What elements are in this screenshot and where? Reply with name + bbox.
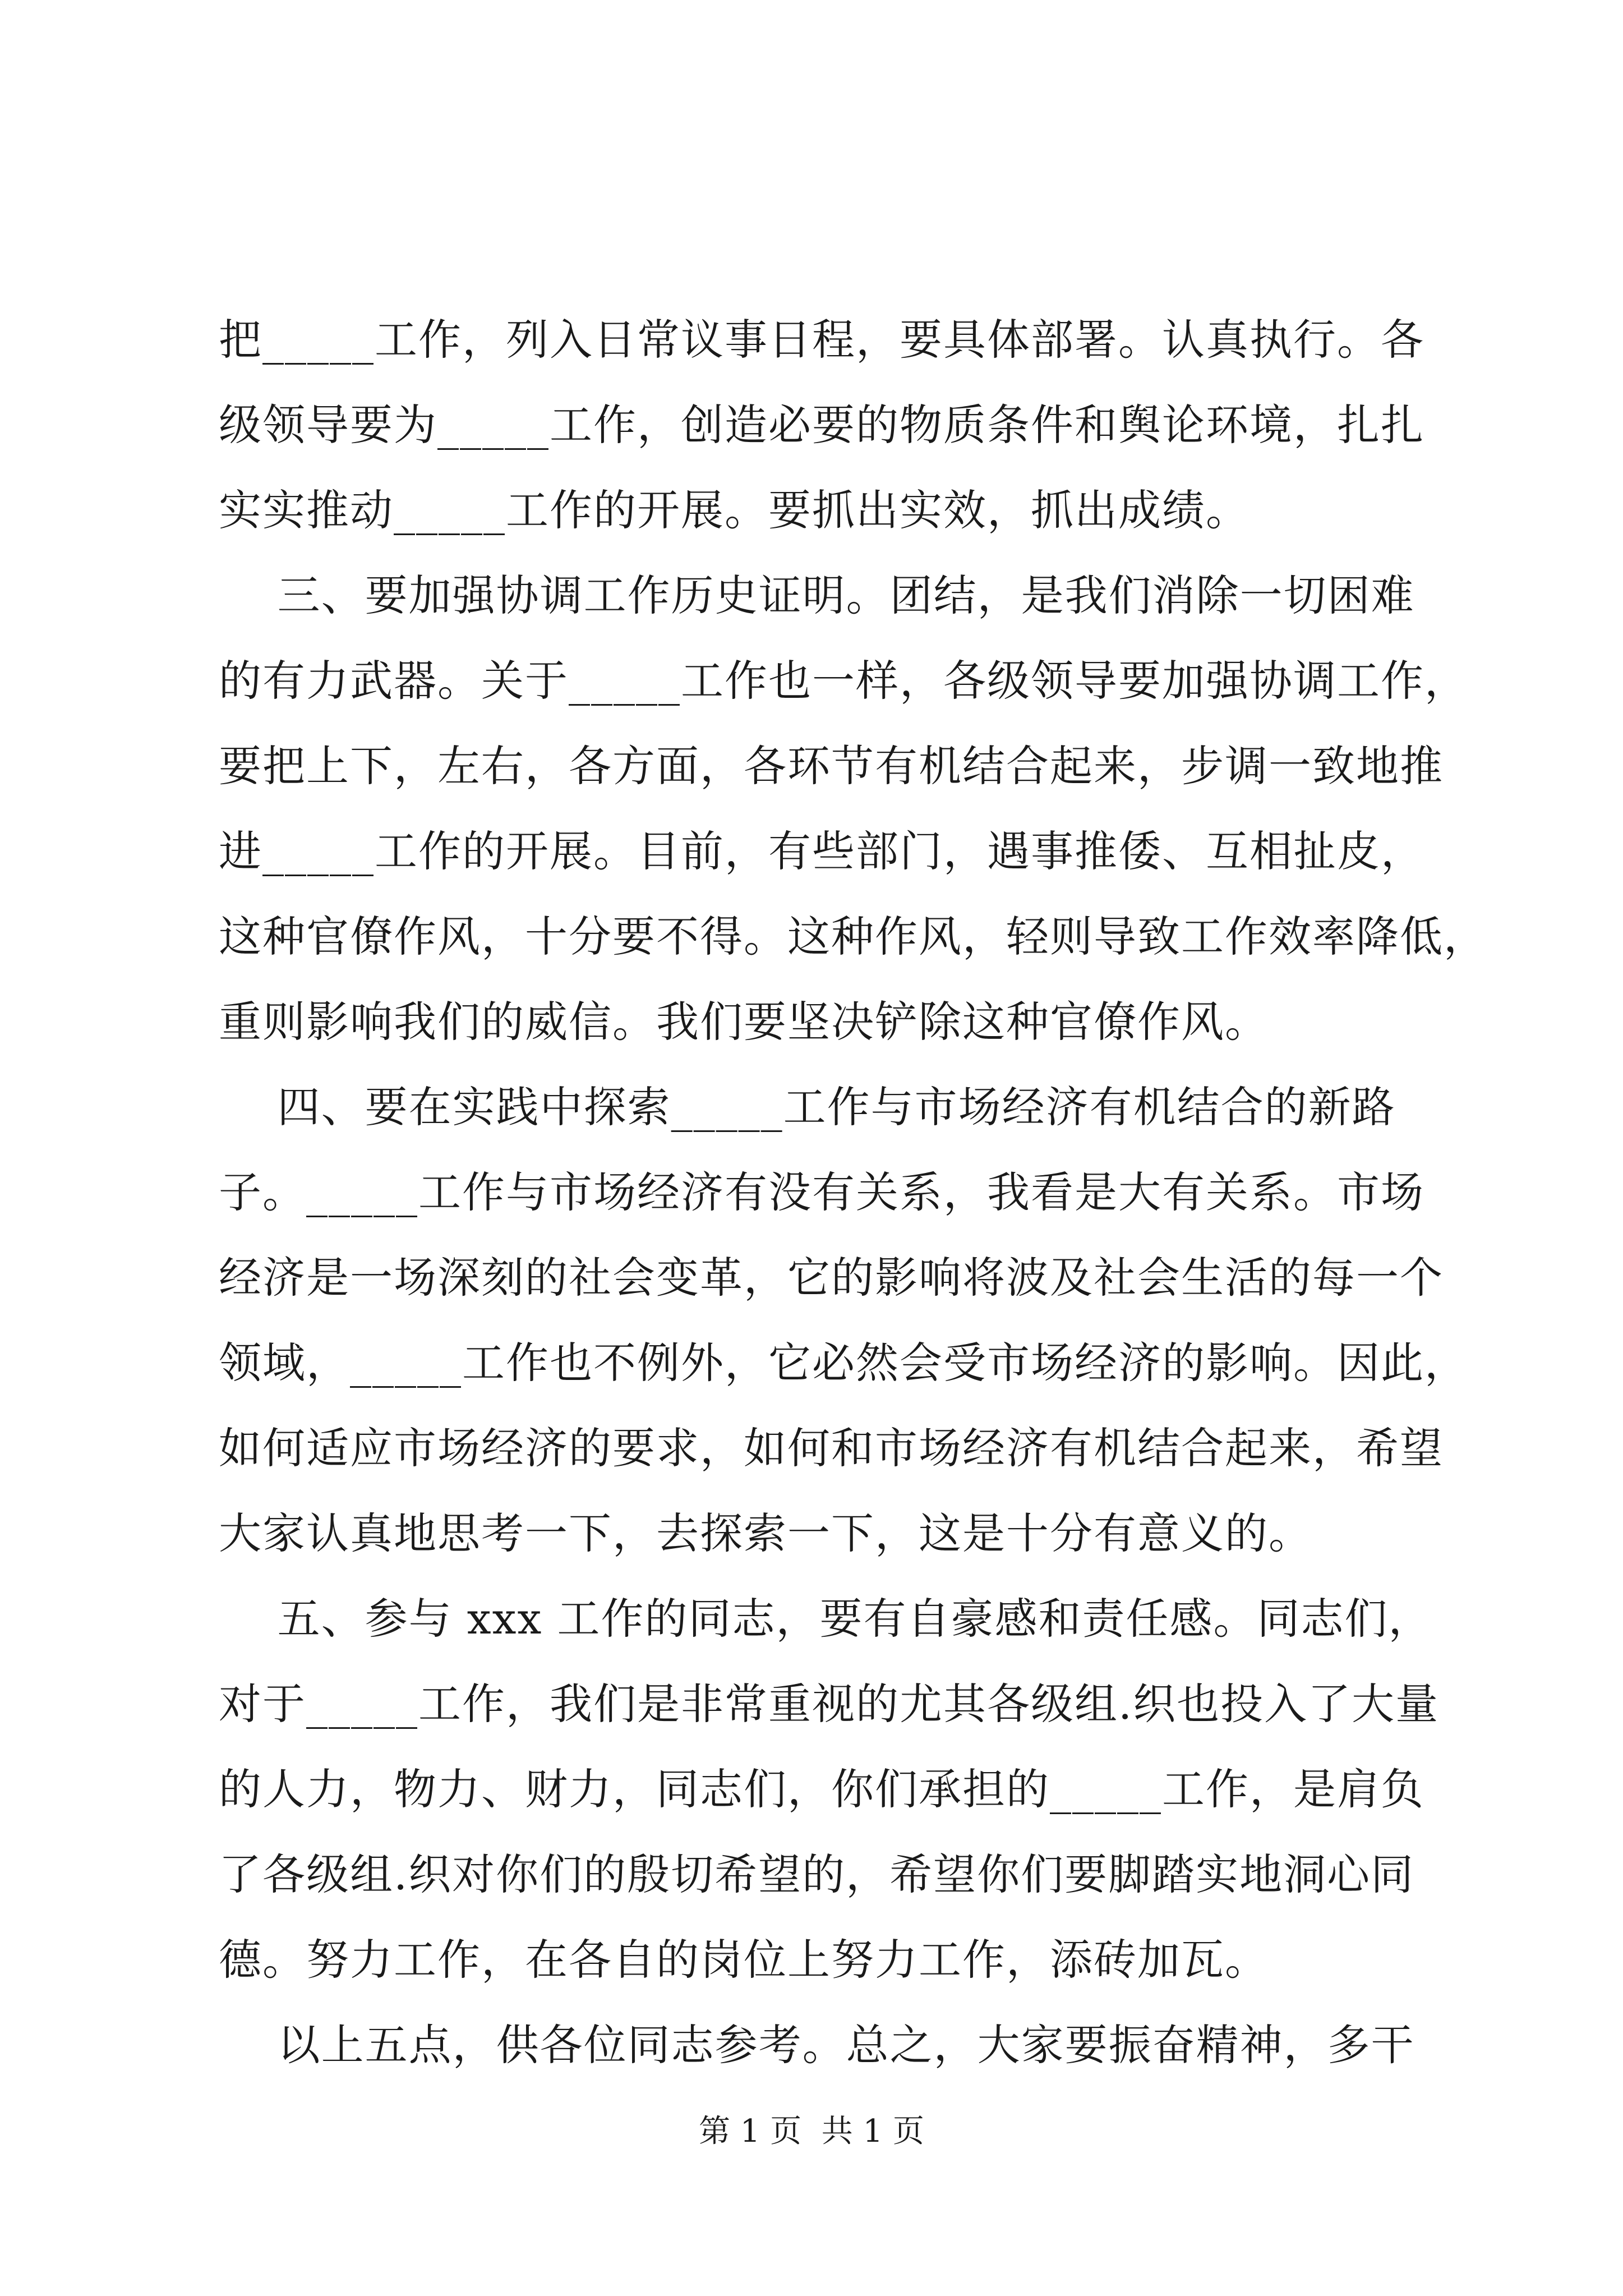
text-line: 级领导要为_____工作，创造必要的物质条件和舆论环境，扎扎 <box>219 400 1424 450</box>
text-line: 对于_____工作，我们是非常重视的尤其各级组.织也投入了大量 <box>219 1679 1440 1729</box>
text-line: 如何适应市场经济的要求，如何和市场经济有机结合起来，希望 <box>219 1423 1444 1473</box>
text-line: 把_____工作，列入日常议事日程，要具体部署。认真执行。各 <box>219 315 1424 365</box>
page-footer: 第 1 页 共 1 页 <box>698 2113 925 2150</box>
text-line: 这种官僚作风，十分要不得。这种作风，轻则导致工作效率降低， <box>219 912 1487 961</box>
text-line: 的人力，物力、财力，同志们，你们承担的_____工作，是肩负 <box>219 1764 1424 1814</box>
text-line: 以上五点，供各位同志参考。总之，大家要振奋精神，多干 <box>219 2020 1415 2070</box>
text-line: 的有力武器。关于_____工作也一样，各级领导要加强协调工作， <box>219 656 1468 706</box>
text-line: 五、参与 xxx 工作的同志，要有自豪感和责任感。同志们， <box>219 1594 1432 1644</box>
text-line: 进_____工作的开展。目前，有些部门，遇事推倭、互相扯皮， <box>219 826 1424 876</box>
text-line: 四、要在实践中探索_____工作与市场经济有机结合的新路 <box>219 1082 1396 1132</box>
text-line: 实实推动_____工作的开展。要抓出实效，抓出成绩。 <box>219 485 1249 535</box>
text-line: 三、要加强协调工作历史证明。团结，是我们消除一切困难 <box>219 570 1415 620</box>
text-line: 德。努力工作，在各自的岗位上努力工作，添砖加瓦。 <box>219 1935 1269 1985</box>
text-line: 领域，_____工作也不例外，它必然会受市场经济的影响。因此， <box>219 1338 1468 1388</box>
text-line: 要把上下，左右，各方面，各环节有机结合起来，步调一致地推 <box>219 741 1444 791</box>
text-line: 重则影响我们的威信。我们要坚决铲除这种官僚作风。 <box>219 997 1269 1047</box>
text-line: 经济是一场深刻的社会变革，它的影响将波及社会生活的每一个 <box>219 1253 1444 1303</box>
text-line: 了各级组.织对你们的殷切希望的，希望你们要脚踏实地洞心同 <box>219 1849 1415 1899</box>
text-line: 子。_____工作与市场经济有没有关系，我看是大有关系。市场 <box>219 1167 1424 1217</box>
text-line: 大家认真地思考一下，去探索一下，这是十分有意义的。 <box>219 1508 1312 1558</box>
body-text <box>219 297 1487 2088</box>
